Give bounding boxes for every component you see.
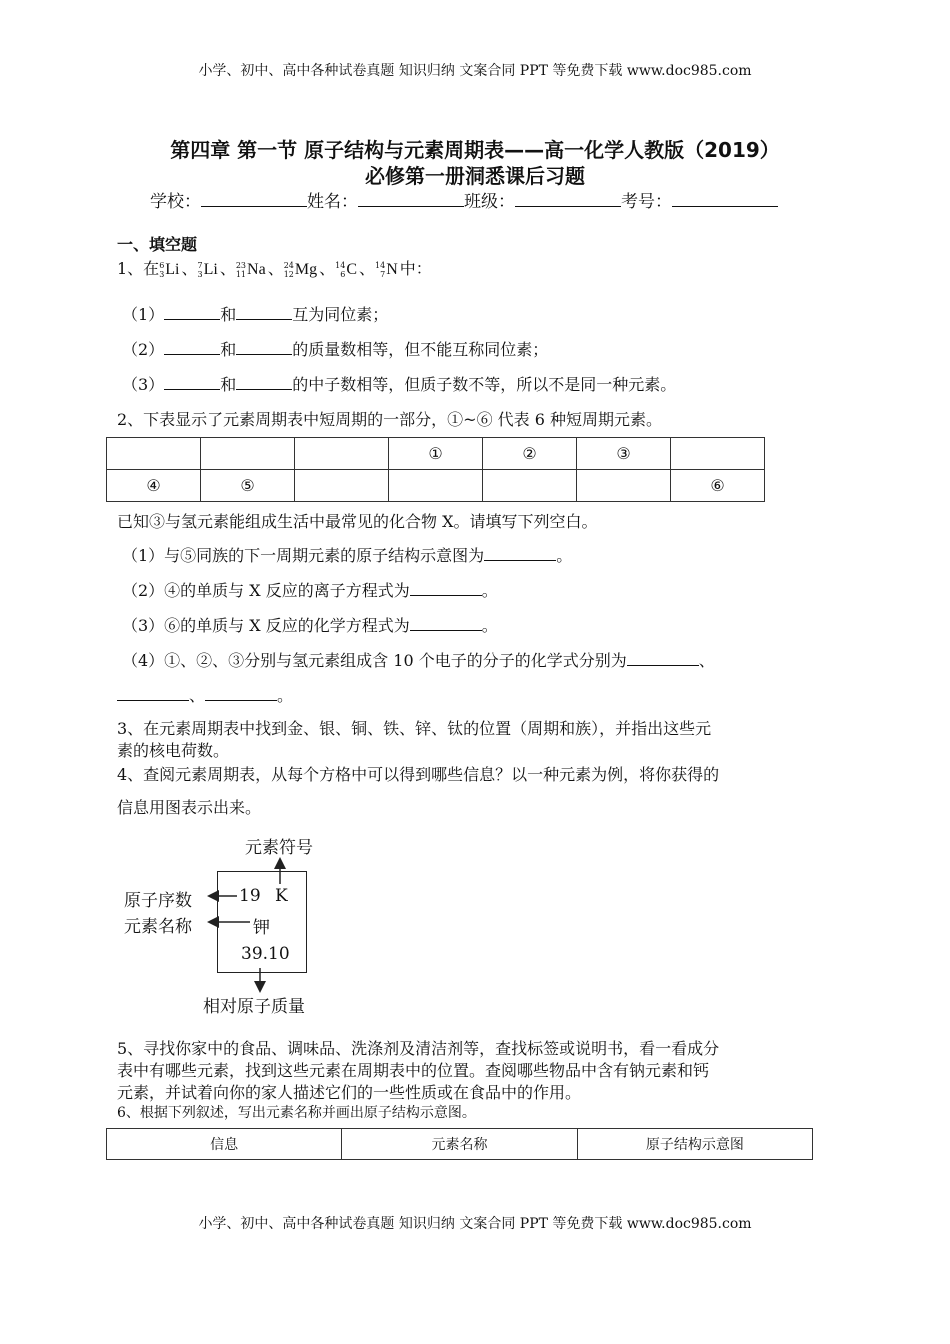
q6-stem: 6、根据下列叙述，写出元素名称并画出原子结构示意图。 — [117, 1105, 476, 1121]
page-subtitle: 必修第一册洞悉课后习题 — [365, 164, 585, 188]
school-label: 学校： — [150, 192, 201, 212]
q2-part1: （1）与⑤同族的下一周期元素的原子结构示意图为 。 — [122, 546, 573, 565]
table-cell: ① — [389, 438, 483, 470]
q2-part3: （3）⑥的单质与 X 反应的化学方程式为 。 — [122, 616, 498, 635]
section-heading: 一、填空题 — [117, 235, 198, 254]
table-cell: ④ — [107, 470, 201, 502]
q3-line1: 3、在元素周期表中找到金、银、铜、铁、锌、钛的位置（周期和族），并指出这些元 — [117, 719, 712, 738]
element-name: 钾 — [253, 918, 270, 938]
element-symbol-label: 元素符号 — [245, 838, 313, 858]
number-label: 考号： — [621, 192, 672, 212]
table-cell: ⑤ — [201, 470, 295, 502]
class-label: 班级： — [464, 192, 515, 212]
q2-part4-cont: 、 。 — [117, 683, 293, 706]
atomic-mass-label: 相对原子质量 — [203, 997, 305, 1017]
q4-line2: 信息用图表示出来。 — [117, 798, 262, 817]
atomic-number-label: 原子序数 — [124, 891, 192, 911]
table-cell: ③ — [577, 438, 671, 470]
q2-part4: （4）①、②、③分别与氢元素组成含 10 个电子的分子的化学式分别为 、 — [122, 651, 715, 670]
q5-line3: 元素，并试着向你的家人描述它们的一些性质或在食品中的作用。 — [117, 1083, 582, 1102]
element-name-label: 元素名称 — [124, 917, 192, 937]
column-header: 元素名称 — [342, 1129, 577, 1160]
q1-part1: （1） 和 互为同位素； — [122, 305, 389, 324]
column-header: 信息 — [107, 1129, 342, 1160]
table-cell: ⑥ — [671, 470, 765, 502]
atomic-number: 19 — [239, 886, 261, 906]
atomic-mass: 39.10 — [241, 944, 290, 964]
q1-part3: （3） 和 的中子数相等，但质子数不等，所以不是同一种元素。 — [122, 375, 677, 394]
q6-table — [106, 1128, 813, 1160]
table-cell: ② — [483, 438, 577, 470]
q2-stem: 2、下表显示了元素周期表中短周期的一部分，①~⑥ 代表 6 种短周期元素。 — [117, 410, 663, 429]
q3-line2: 素的核电荷数。 — [117, 741, 230, 760]
q2-part2: （2）④的单质与 X 反应的离子方程式为 。 — [122, 581, 498, 600]
page-footer: 小学、初中、高中各种试卷真题 知识归纳 文案合同 PPT 等免费下载 www.doc985.com — [198, 1216, 752, 1232]
q1-part2: （2） 和 的质量数相等，但不能互称同位素； — [122, 340, 549, 359]
q2-known: 已知③与氢元素能组成生活中最常见的化合物 X。请填写下列空白。 — [117, 512, 598, 531]
q4-line1: 4、查阅元素周期表，从每个方格中可以得到哪些信息？以一种元素为例，将你获得的 — [117, 765, 720, 784]
q5-line1: 5、寻找你家中的食品、调味品、洗涤剂及清洁剂等，查找标签或说明书，看一看成分 — [117, 1039, 720, 1058]
name-label: 姓名： — [307, 192, 358, 212]
page-header: 小学、初中、高中各种试卷真题 知识归纳 文案合同 PPT 等免费下载 www.doc985.com — [198, 63, 752, 79]
table-header-row — [107, 1129, 813, 1160]
q5-line2: 表中有哪些元素，找到这些元素在周期表中的位置。查阅哪些物品中含有钠元素和钙 — [117, 1061, 710, 1080]
element-symbol: K — [275, 886, 288, 906]
column-header: 原子结构示意图 — [577, 1129, 812, 1160]
page-title: 第四章 第一节 原子结构与元素周期表——高一化学人教版（2019） — [170, 138, 780, 162]
q1-stem: 1、在 6 3 Li 、 7 3 Li 、 23 11 Na 、 24 12 Mg 、 14 6 C 、 14 7 N 中： — [117, 259, 432, 279]
